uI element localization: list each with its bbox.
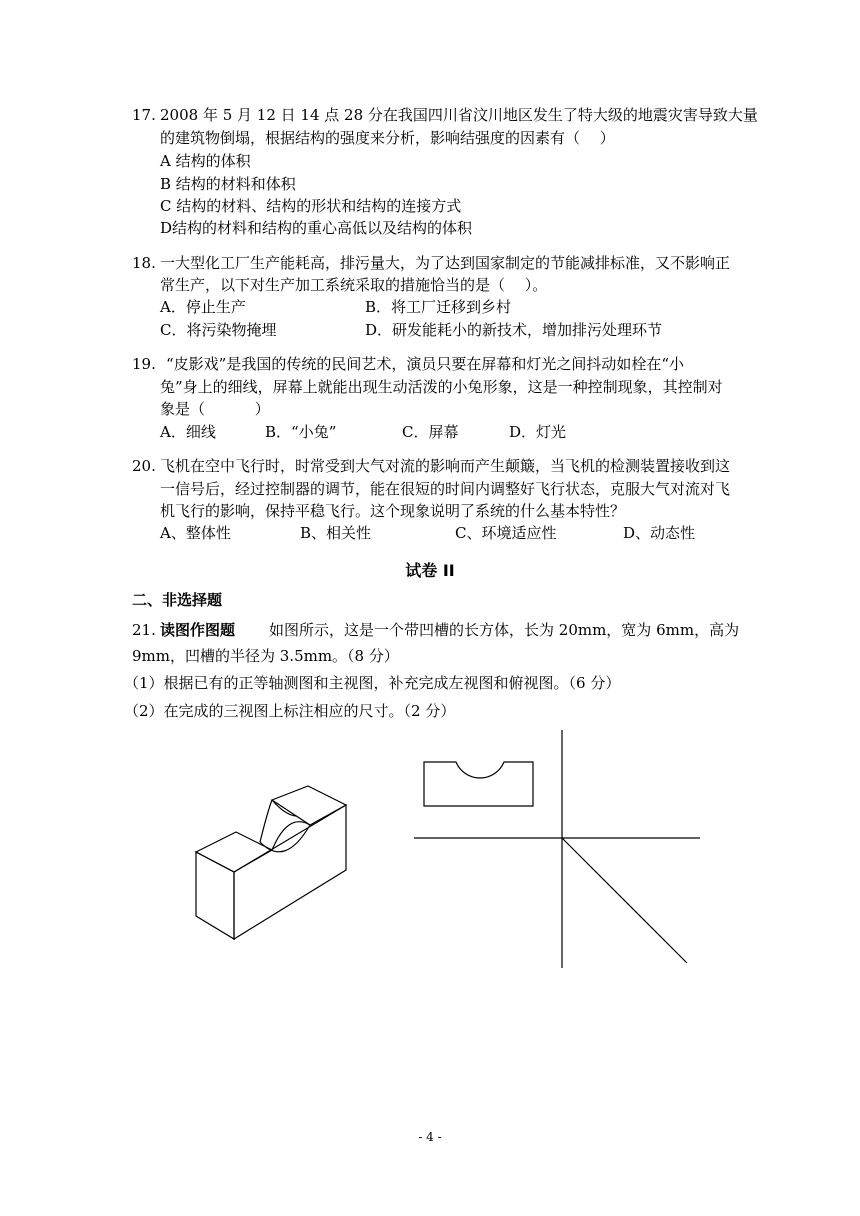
question-19-option-a: A．细线 — [160, 423, 216, 441]
isometric-drawing — [196, 786, 346, 939]
question-19-option-b: B．“小兔” — [265, 423, 337, 441]
question-17-option-b: B 结构的材料和体积 — [160, 175, 296, 193]
question-19-text-line2: 兔”身上的细线，屏幕上就能出现生动活泼的小兔形象，这是一种控制现象，其控制对 — [160, 378, 723, 396]
question-21-text-line1: 如图所示，这是一个带凹槽的长方体，长为 20mm，宽为 6mm，高为 — [269, 621, 740, 639]
question-18-option-a: A．停止生产 — [160, 298, 246, 316]
question-18-option-b: B．将工厂迁移到乡村 — [365, 298, 512, 316]
question-19-text-line3: 象是（ ） — [160, 400, 270, 418]
question-17-option-a: A 结构的体积 — [160, 152, 251, 170]
section-2-title: 二、非选择题 — [132, 591, 223, 609]
question-20-option-a: A、整体性 — [160, 524, 231, 542]
question-18-option-d: D．研发能耗小的新技术，增加排污处理环节 — [365, 321, 663, 339]
question-20-text-line2: 一信号后，经过控制器的调节，能在很短的时间内调整好飞行状态，克服大气对流对飞 — [160, 480, 731, 498]
question-21-sub-2: （2）在完成的三视图上标注相应的尺寸。（2 分） — [124, 702, 456, 720]
question-20-text-line1: 飞机在空中飞行时，时常受到大气对流的影响而产生颠簸，当飞机的检测装置接收到这 — [160, 457, 731, 475]
question-17-text-line1: 2008 年 5 月 12 日 14 点 28 分在我国四川省汶川地区发生了特大级的地震灾害导致大量 — [160, 106, 758, 124]
question-19-number: 19. — [132, 355, 156, 373]
question-19-option-c: C．屏幕 — [402, 423, 459, 441]
paper-2-title: 试卷 II — [405, 561, 455, 580]
question-20-option-b: B、相关性 — [300, 524, 372, 542]
question-21-number: 21. — [132, 621, 156, 639]
question-17-text-line2: 的建筑物倒塌，根据结构的强度来分析，影响结强度的因素有（ ） — [160, 129, 615, 147]
question-17-option-d: D结构的材料和结构的重心高低以及结构的体积 — [160, 219, 473, 237]
question-21-sub-1: （1）根据已有的正等轴测图和主视图，补充完成左视图和俯视图。（6 分） — [124, 674, 621, 692]
question-17-number: 17. — [132, 106, 156, 124]
front-view-drawing — [424, 762, 533, 806]
page-number: - 4 - — [418, 1130, 442, 1144]
question-19-option-d: D．灯光 — [509, 423, 567, 441]
question-21-label: 读图作图题 — [160, 621, 236, 639]
question-20-text-line3: 机飞行的影响，保持平稳飞行。这个现象说明了系统的什么基本特性？ — [160, 502, 626, 520]
question-18-number: 18. — [132, 254, 156, 272]
question-20-option-c: C、环境适应性 — [455, 524, 557, 542]
question-20-number: 20. — [132, 457, 156, 475]
question-17-option-c: C 结构的材料、结构的形状和结构的连接方式 — [160, 197, 462, 215]
projection-axes — [414, 730, 700, 968]
question-18-text-line2: 常生产，以下对生产加工系统采取的措施恰当的是（ ）。 — [160, 276, 548, 294]
question-21-text-line2: 9mm，凹槽的半径为 3.5mm。（8 分） — [132, 647, 399, 665]
question-18-text-line1: 一大型化工厂生产能耗高，排污量大，为了达到国家制定的节能减排标准，又不影响正 — [160, 254, 731, 272]
question-18-option-c: C．将污染物掩埋 — [160, 321, 277, 339]
question-20-option-d: D、动态性 — [623, 524, 696, 542]
question-19-text-line1: “皮影戏”是我国的传统的民间艺术，演员只要在屏幕和灯光之间抖动如栓在“小 — [166, 355, 685, 373]
